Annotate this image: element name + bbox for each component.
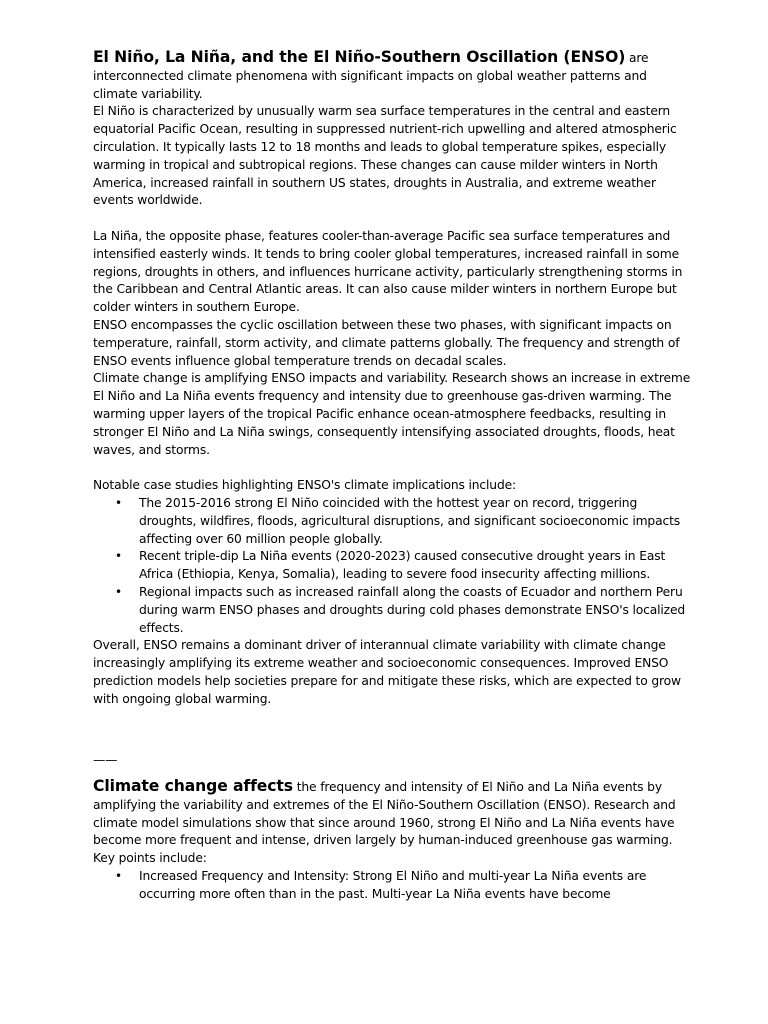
- list-item: [115, 548, 693, 584]
- intro-paragraph: [93, 49, 693, 103]
- key-points-list: [93, 868, 693, 904]
- list-item: [115, 868, 693, 904]
- list-item-text: Recent triple-dip La Niña events (2020-2023) caused consecutive drought years in East Africa (Ethiopia, Kenya, Somalia), leading to severe food insecurity affecting millions.: [139, 549, 666, 582]
- bullet-icon: •: [115, 495, 122, 510]
- enso-paragraph: ENSO encompasses the cyclic oscillation between these two phases, with significant impacts on temperature, rainfall, storm activity, and climate patterns globally. The frequency and strength of ENSO events influence global temperature trends on decadal scales.: [93, 317, 680, 368]
- section-separator: ——: [93, 753, 118, 768]
- el-nino-paragraph: El Niño is characterized by unusually warm sea surface temperatures in the central and eastern equatorial Pacific Ocean, resulting in suppressed nutrient-rich upwelling and altered atmospheric circulation. It typically lasts 12 to 18 months and leads to global temperature spikes, especially warming in tropical and subtropical regions. These changes can cause milder winters in North America, increased rainfall in southern US states, droughts in Australia, and extreme weather events worldwide.: [93, 104, 677, 208]
- section2-title-rest: the frequency and intensity of El Niño and La Niña events by amplifying the variability and extremes of the El Niño-Southern Oscillation (ENSO). Research and climate model simulations show that since around 1960, strong El Niño and La Niña events have become more frequent and intense, driven largely by human-induced greenhouse gas warming.: [93, 780, 676, 848]
- list-item: [115, 584, 693, 637]
- intro-title-rest: are interconnected climate phenomena with significant impacts on global weather patterns and climate variability.: [93, 51, 649, 101]
- list-item-text: Regional impacts such as increased rainfall along the coasts of Ecuador and northern Peru during warm ENSO phases and droughts during cold phases demonstrate ENSO's localized effects.: [139, 584, 686, 635]
- bullet-icon: •: [115, 549, 122, 564]
- bullet-icon: •: [115, 584, 122, 599]
- list-item: [115, 495, 693, 548]
- case-studies-intro: Notable case studies highlighting ENSO's climate implications include:: [93, 478, 517, 493]
- case-studies-list: [93, 495, 693, 637]
- document-page: [93, 49, 693, 904]
- list-item-text: Increased Frequency and Intensity: Strong El Niño and multi-year La Niña events are occurring more often than in the past. Multi-year La Niña events have become: [139, 869, 647, 901]
- list-item-text: The 2015-2016 strong El Niño coincided with the hottest year on record, triggering droughts, wildfires, floods, agricultural disruptions, and significant socioeconomic impacts affecting over 60 million people globally.: [139, 495, 681, 546]
- conclusion-paragraph: Overall, ENSO remains a dominant driver of interannual climate variability with climate change increasingly amplifying its extreme weather and socioeconomic consequences. Improved ENSO prediction models help societies prepare for and mitigate these risks, which are expected to grow with ongoing global warming.: [93, 638, 681, 706]
- blank-line: [93, 708, 693, 726]
- climate-change-paragraph: Climate change is amplifying ENSO impacts and variability. Research shows an increase in extreme El Niño and La Niña events frequency and intensity due to greenhouse gas-driven warming. The warming upper layers of the tropical Pacific enhance ocean-atmosphere feedbacks, resulting in stronger El Niño and La Niña swings, consequently intensifying associated droughts, floods, heat waves, and storms.: [93, 371, 691, 457]
- section2-title: Climate change affects: [93, 777, 293, 796]
- key-points-label: Key points include:: [93, 851, 207, 866]
- la-nina-paragraph: La Niña, the opposite phase, features cooler-than-average Pacific sea surface temperatures and intensified easterly winds. It tends to bring cooler global temperatures, increased rainfall in some regions, droughts in others, and influences hurricane activity, particularly strengthening storms in the Caribbean and Central Atlantic areas. It can also cause milder winters in northern Europe but colder winters in southern Europe.: [93, 228, 683, 315]
- blank-line: [93, 459, 693, 477]
- blank-line: [93, 210, 693, 228]
- section2-paragraph: [93, 778, 693, 850]
- bullet-icon: •: [115, 869, 122, 884]
- intro-title: El Niño, La Niña, and the El Niño-Southern Oscillation (ENSO): [93, 48, 626, 66]
